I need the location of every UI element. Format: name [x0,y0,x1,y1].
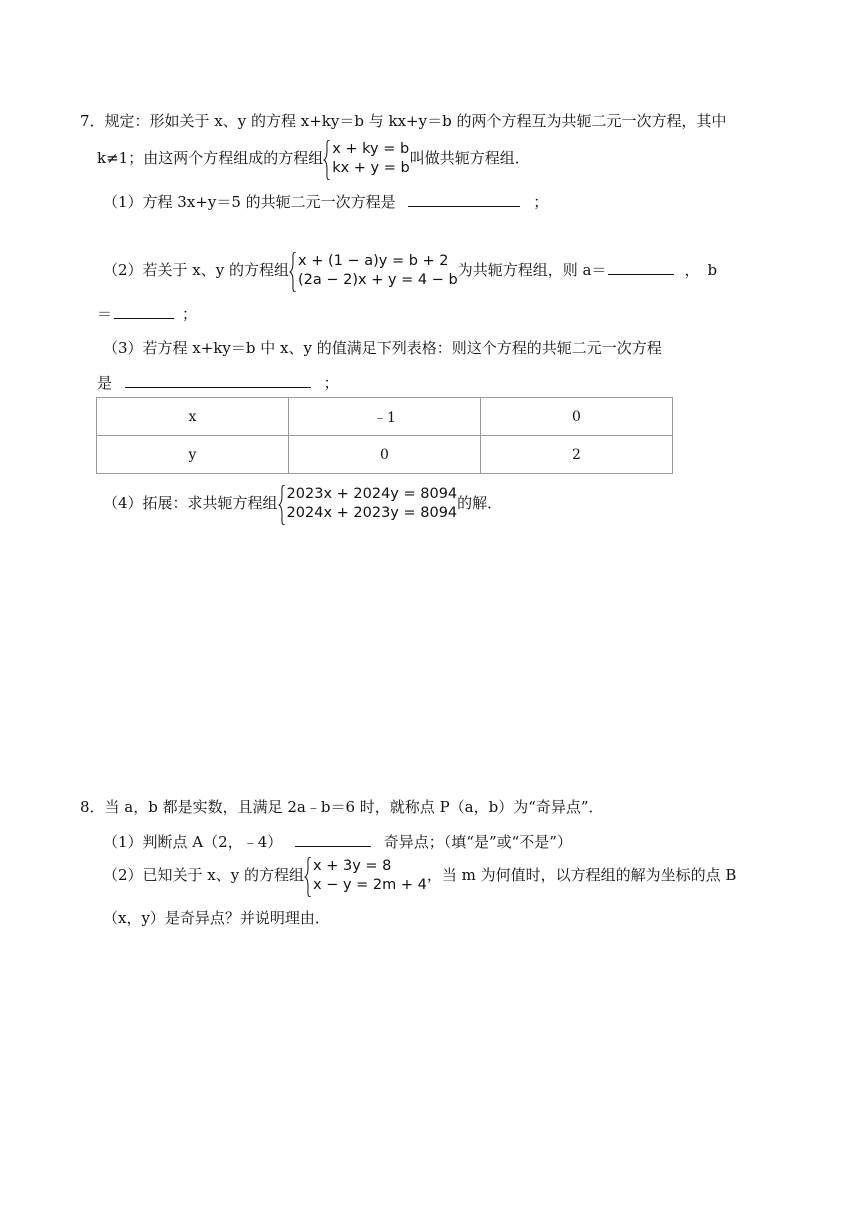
left-brace-icon [323,140,331,180]
q7-line2 [97,140,530,178]
q7-line2-pre: k≠1；由这两个方程组成的方程组 [97,149,324,167]
q8-part1-end: 奇异点；（填“是”或“不是”） [383,833,572,851]
table-cell: y [97,436,289,474]
q7-part2-mid: 为共轭方程组，则 a＝ [457,261,607,279]
q7-part3-is: 是 [97,374,113,392]
table-row [97,436,673,474]
q7-line2-post: 叫做共轭方程组． [409,149,530,167]
q8-part1 [103,830,572,853]
q8-part2 [103,857,736,895]
table-cell: 2 [481,436,673,474]
table-cell: x [97,398,289,436]
q7-part3-line2 [97,371,339,394]
answer-blank-q8-part1[interactable] [295,830,371,847]
left-brace-icon [304,857,312,897]
q7-part1-end: ； [533,193,549,211]
q7-part1-text: （1）方程 3x+y＝5 的共轭二元一次方程是 [103,193,396,211]
conjugate-system-definition [323,140,410,178]
q7-part2-continued [97,302,197,325]
system-row-1: x + ky = b [332,141,410,157]
q7-part2-eq: ＝ [97,305,113,323]
q7-part1 [103,190,548,213]
table-row [97,398,673,436]
answer-blank-a[interactable] [608,258,674,275]
left-brace-icon [289,252,297,292]
q7-part4-end: 的解． [457,494,503,512]
system-row-2: x − y = 2m + 4 [313,877,427,893]
q7-part3-line1: （3）若方程 x+ky＝b 中 x、y 的值满足下列表格：则这个方程的共轭二元一次方程 [103,339,662,357]
q8-part2-text: （2）已知关于 x、y 的方程组 [103,866,305,884]
table-cell: ﹣1 [289,398,481,436]
answer-blank-part1[interactable] [408,190,520,207]
table-cell: 0 [481,398,673,436]
q8-line1: 8．当 a，b 都是实数，且满足 2a﹣b＝6 时，就称点 P（a，b）为“奇异点”． [80,798,604,816]
system-row-1: x + (1 − a)y = b + 2 [298,253,449,269]
xy-value-table [96,397,673,474]
system-row-2: 2024x + 2023y = 8094 [286,505,458,521]
answer-blank-b[interactable] [114,302,174,319]
q7-part2-comma: ，b [684,261,726,279]
q7-part2 [103,252,725,290]
q8-part2-question: ，当 m 为何值时，以方程组的解为坐标的点 B [426,866,737,884]
q7-part2-text: （2）若关于 x、y 的方程组 [103,261,290,279]
system-row-2: (2a − 2)x + y = 4 − b [298,272,458,288]
answer-blank-part3[interactable] [125,371,311,388]
q7-part4 [103,485,502,523]
left-brace-icon [278,485,286,525]
system-row-2: kx + y = b [332,160,410,176]
q8-part1-text: （1）判断点 A（2，﹣4） [103,833,283,851]
system-row-1: 2023x + 2024y = 8094 [286,486,458,502]
q7-part4-text: （4）拓展：求共轭方程组 [103,494,278,512]
conjugate-system-part4 [278,485,458,523]
q7-line1: 7．规定：形如关于 x、y 的方程 x+ky＝b 与 kx+y＝b 的两个方程互为共轭二元一次方程，其中 [80,112,727,130]
q7-part2-end: ； [182,305,198,323]
q8-part2-line2: （x，y）是奇异点？并说明理由． [103,909,330,927]
table-cell: 0 [289,436,481,474]
conjugate-system-part2 [289,252,458,290]
equation-system-q8 [304,857,427,895]
q7-part3-end: ； [323,374,339,392]
system-row-1: x + 3y = 8 [313,858,392,874]
